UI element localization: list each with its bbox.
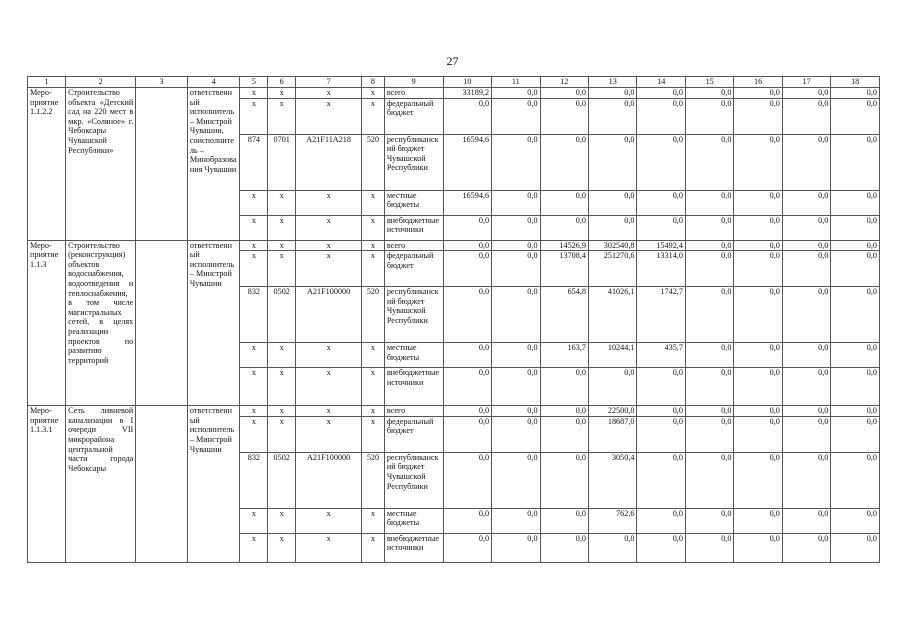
amount-cell: 0,0: [443, 240, 491, 251]
amount-cell: 0,0: [492, 215, 540, 240]
target-article-cell: x: [296, 215, 362, 240]
header-cell: 6: [268, 77, 296, 88]
amount-cell: 0,0: [685, 406, 733, 417]
target-article-cell: x: [296, 406, 362, 417]
amount-cell: 0,0: [734, 251, 782, 287]
amount-cell: 0,0: [492, 251, 540, 287]
amount-cell: 0,0: [782, 452, 830, 508]
table-row: [28, 240, 880, 251]
amount-cell: 0,0: [589, 88, 637, 99]
header-cell: 18: [831, 77, 880, 88]
amount-cell: 1742,7: [637, 287, 685, 343]
amount-cell: 0,0: [443, 287, 491, 343]
grbs-code-cell: x: [240, 368, 268, 406]
amount-cell: 0,0: [637, 533, 685, 562]
amount-cell: 13708,4: [540, 251, 588, 287]
amount-cell: 0,0: [734, 287, 782, 343]
expense-type-cell: x: [362, 251, 385, 287]
section-code-cell: x: [268, 88, 296, 99]
amount-cell: 0,0: [443, 368, 491, 406]
amount-cell: 0,0: [831, 508, 880, 533]
amount-cell: 0,0: [540, 215, 588, 240]
amount-cell: 0,0: [782, 287, 830, 343]
amount-cell: 0,0: [492, 287, 540, 343]
section-code-cell: x: [268, 368, 296, 406]
grbs-code-cell: x: [240, 416, 268, 452]
amount-cell: 0,0: [734, 134, 782, 190]
target-article-cell: x: [296, 190, 362, 215]
target-article-cell: x: [296, 416, 362, 452]
target-article-cell: x: [296, 508, 362, 533]
amount-cell: 0,0: [734, 98, 782, 134]
expense-type-cell: x: [362, 508, 385, 533]
amount-cell: 0,0: [734, 533, 782, 562]
section-code-cell: x: [268, 406, 296, 417]
amount-cell: 0,0: [831, 215, 880, 240]
amount-cell: 0,0: [831, 533, 880, 562]
event-name-cell: Сеть ливневой канализации в I очереди VII микрорайона центральной части города Чебоксары: [66, 406, 136, 563]
column-number-row: [28, 77, 880, 88]
header-cell: 2: [66, 77, 136, 88]
amount-cell: 0,0: [637, 416, 685, 452]
amount-cell: 0,0: [492, 508, 540, 533]
table-row: [28, 406, 880, 417]
empty-cell: [136, 406, 188, 563]
amount-cell: 0,0: [734, 343, 782, 368]
amount-cell: 0,0: [734, 88, 782, 99]
grbs-code-cell: x: [240, 343, 268, 368]
amount-cell: 0,0: [492, 406, 540, 417]
header-cell: 16: [734, 77, 782, 88]
amount-cell: 0,0: [637, 88, 685, 99]
section-code-cell: x: [268, 190, 296, 215]
amount-cell: 0,0: [637, 215, 685, 240]
header-cell: 11: [492, 77, 540, 88]
target-article-cell: A21F100000: [296, 287, 362, 343]
amount-cell: 0,0: [782, 98, 830, 134]
header-cell: 14: [637, 77, 685, 88]
amount-cell: 0,0: [685, 533, 733, 562]
amount-cell: 0,0: [492, 343, 540, 368]
amount-cell: 0,0: [685, 251, 733, 287]
section-code-cell: x: [268, 343, 296, 368]
funding-source-cell: республиканский бюджет Чувашской Республики: [384, 287, 443, 343]
header-cell: 12: [540, 77, 588, 88]
grbs-code-cell: x: [240, 240, 268, 251]
header-cell: 5: [240, 77, 268, 88]
amount-cell: 10244,1: [589, 343, 637, 368]
empty-cell: [136, 240, 188, 406]
funding-source-cell: всего: [384, 88, 443, 99]
amount-cell: 0,0: [734, 452, 782, 508]
grbs-code-cell: x: [240, 88, 268, 99]
amount-cell: 654,8: [540, 287, 588, 343]
header-cell: 15: [685, 77, 733, 88]
amount-cell: 0,0: [782, 533, 830, 562]
section-code-cell: x: [268, 240, 296, 251]
table-row: [28, 88, 880, 99]
amount-cell: 0,0: [782, 508, 830, 533]
amount-cell: 0,0: [637, 134, 685, 190]
section-code-cell: x: [268, 533, 296, 562]
amount-cell: 0,0: [734, 416, 782, 452]
amount-cell: 0,0: [637, 368, 685, 406]
page-number: 27: [446, 54, 459, 68]
expense-type-cell: 520: [362, 287, 385, 343]
amount-cell: 0,0: [831, 343, 880, 368]
amount-cell: 0,0: [589, 533, 637, 562]
amount-cell: 0,0: [685, 368, 733, 406]
grbs-code-cell: x: [240, 251, 268, 287]
header-cell: 13: [589, 77, 637, 88]
amount-cell: 0,0: [782, 416, 830, 452]
target-article-cell: x: [296, 98, 362, 134]
amount-cell: 33189,2: [443, 88, 491, 99]
amount-cell: 0,0: [685, 287, 733, 343]
amount-cell: 0,0: [589, 190, 637, 215]
section-code-cell: x: [268, 251, 296, 287]
amount-cell: 0,0: [734, 215, 782, 240]
amount-cell: 762,6: [589, 508, 637, 533]
amount-cell: 0,0: [443, 406, 491, 417]
expense-type-cell: x: [362, 343, 385, 368]
amount-cell: 0,0: [443, 251, 491, 287]
event-name-cell: Строительство объекта «Детский сад на 220 мест в мкр. «Соляное» г. Чебоксары Чувашской Республики»: [66, 88, 136, 241]
funding-source-cell: местные бюджеты: [384, 508, 443, 533]
executors-cell: ответственный исполнитель – Минстрой Чувашии: [187, 240, 240, 406]
funding-source-cell: всего: [384, 406, 443, 417]
amount-cell: 0,0: [685, 508, 733, 533]
target-article-cell: x: [296, 88, 362, 99]
expense-type-cell: x: [362, 368, 385, 406]
amount-cell: 0,0: [685, 190, 733, 215]
amount-cell: 0,0: [734, 368, 782, 406]
event-number-cell: Меро-приятие 1.1.2.2: [28, 88, 66, 241]
amount-cell: 0,0: [443, 416, 491, 452]
expense-type-cell: x: [362, 533, 385, 562]
expense-type-cell: x: [362, 98, 385, 134]
amount-cell: 0,0: [540, 88, 588, 99]
header-cell: 10: [443, 77, 491, 88]
amount-cell: 0,0: [831, 134, 880, 190]
header-cell: 17: [782, 77, 830, 88]
amount-cell: 0,0: [589, 368, 637, 406]
event-name-cell: Строительство (реконструкция) объектов водоснабжения, водоотведения и теплоснабжения, в том числе магистральных сетей, в целях реализации проектов по развитию территорий: [66, 240, 136, 406]
amount-cell: 0,0: [782, 134, 830, 190]
amount-cell: 0,0: [831, 98, 880, 134]
grbs-code-cell: x: [240, 215, 268, 240]
amount-cell: 0,0: [685, 134, 733, 190]
amount-cell: 16594,6: [443, 134, 491, 190]
amount-cell: 0,0: [782, 88, 830, 99]
funding-source-cell: всего: [384, 240, 443, 251]
funding-source-cell: местные бюджеты: [384, 190, 443, 215]
target-article-cell: x: [296, 368, 362, 406]
grbs-code-cell: x: [240, 98, 268, 134]
amount-cell: 0,0: [637, 508, 685, 533]
section-code-cell: x: [268, 98, 296, 134]
amount-cell: 0,0: [831, 406, 880, 417]
amount-cell: 0,0: [831, 251, 880, 287]
amount-cell: 0,0: [782, 251, 830, 287]
amount-cell: 0,0: [685, 240, 733, 251]
amount-cell: 251270,6: [589, 251, 637, 287]
target-article-cell: x: [296, 343, 362, 368]
amount-cell: 0,0: [831, 240, 880, 251]
amount-cell: 3050,4: [589, 452, 637, 508]
amount-cell: 0,0: [685, 452, 733, 508]
amount-cell: 0,0: [782, 368, 830, 406]
funding-source-cell: республиканский бюджет Чувашской Республики: [384, 134, 443, 190]
grbs-code-cell: x: [240, 533, 268, 562]
section-code-cell: x: [268, 508, 296, 533]
target-article-cell: x: [296, 251, 362, 287]
grbs-code-cell: 832: [240, 452, 268, 508]
expense-type-cell: x: [362, 406, 385, 417]
grbs-code-cell: x: [240, 190, 268, 215]
event-number-cell: Меро-приятие 1.1.3.1: [28, 406, 66, 563]
amount-cell: 0,0: [492, 416, 540, 452]
amount-cell: 0,0: [831, 88, 880, 99]
amount-cell: 15492,4: [637, 240, 685, 251]
amount-cell: 0,0: [734, 240, 782, 251]
amount-cell: 0,0: [734, 190, 782, 215]
amount-cell: 0,0: [443, 533, 491, 562]
amount-cell: 0,0: [443, 343, 491, 368]
amount-cell: 0,0: [540, 533, 588, 562]
amount-cell: 0,0: [782, 406, 830, 417]
amount-cell: 0,0: [685, 343, 733, 368]
amount-cell: 0,0: [540, 98, 588, 134]
amount-cell: 0,0: [734, 406, 782, 417]
amount-cell: 0,0: [492, 134, 540, 190]
amount-cell: 41026,1: [589, 287, 637, 343]
section-code-cell: x: [268, 416, 296, 452]
amount-cell: 0,0: [540, 134, 588, 190]
amount-cell: 0,0: [492, 533, 540, 562]
funding-source-cell: внебюджетные источники: [384, 533, 443, 562]
amount-cell: 16594,6: [443, 190, 491, 215]
section-code-cell: 0502: [268, 452, 296, 508]
amount-cell: 0,0: [685, 416, 733, 452]
amount-cell: 0,0: [831, 190, 880, 215]
amount-cell: 0,0: [540, 416, 588, 452]
amount-cell: 0,0: [589, 215, 637, 240]
amount-cell: 0,0: [492, 452, 540, 508]
amount-cell: 0,0: [492, 98, 540, 134]
funding-source-cell: федеральный бюджет: [384, 251, 443, 287]
amount-cell: 0,0: [782, 215, 830, 240]
section-code-cell: 0502: [268, 287, 296, 343]
amount-cell: 14526,9: [540, 240, 588, 251]
amount-cell: 0,0: [637, 406, 685, 417]
amount-cell: 0,0: [637, 98, 685, 134]
grbs-code-cell: 874: [240, 134, 268, 190]
amount-cell: 0,0: [734, 508, 782, 533]
expense-type-cell: x: [362, 190, 385, 215]
amount-cell: 0,0: [831, 416, 880, 452]
amount-cell: 0,0: [492, 368, 540, 406]
amount-cell: 0,0: [782, 343, 830, 368]
amount-cell: 0,0: [637, 452, 685, 508]
amount-cell: 435,7: [637, 343, 685, 368]
header-cell: 1: [28, 77, 66, 88]
expense-type-cell: x: [362, 215, 385, 240]
target-article-cell: x: [296, 240, 362, 251]
executors-cell: ответственный исполнитель – Минстрой Чувашии, соисполнитель – Минобразования Чувашии: [187, 88, 240, 241]
amount-cell: 302540,8: [589, 240, 637, 251]
amount-cell: 0,0: [443, 508, 491, 533]
funding-source-cell: местные бюджеты: [384, 343, 443, 368]
target-article-cell: A21F100000: [296, 452, 362, 508]
header-cell: 7: [296, 77, 362, 88]
section-code-cell: 0701: [268, 134, 296, 190]
amount-cell: 0,0: [540, 452, 588, 508]
grbs-code-cell: 832: [240, 287, 268, 343]
amount-cell: 0,0: [492, 240, 540, 251]
header-cell: 8: [362, 77, 385, 88]
empty-cell: [136, 88, 188, 241]
program-financing-table: [27, 76, 880, 563]
amount-cell: 0,0: [685, 88, 733, 99]
expense-type-cell: 520: [362, 452, 385, 508]
target-article-cell: x: [296, 533, 362, 562]
event-number-cell: Меро-приятие 1.1.3: [28, 240, 66, 406]
amount-cell: 0,0: [540, 190, 588, 215]
target-article-cell: A21F11A218: [296, 134, 362, 190]
amount-cell: 163,7: [540, 343, 588, 368]
header-cell: 9: [384, 77, 443, 88]
amount-cell: 22500,0: [589, 406, 637, 417]
header-cell: 4: [187, 77, 240, 88]
section-code-cell: x: [268, 215, 296, 240]
executors-cell: ответственный исполнитель – Минстрой Чувашии: [187, 406, 240, 563]
amount-cell: 0,0: [589, 134, 637, 190]
amount-cell: 0,0: [540, 368, 588, 406]
amount-cell: 0,0: [443, 452, 491, 508]
funding-source-cell: федеральный бюджет: [384, 98, 443, 134]
amount-cell: 0,0: [540, 508, 588, 533]
amount-cell: 13314,0: [637, 251, 685, 287]
funding-source-cell: внебюджетные источники: [384, 215, 443, 240]
amount-cell: 0,0: [492, 190, 540, 215]
amount-cell: 0,0: [831, 368, 880, 406]
expense-type-cell: x: [362, 416, 385, 452]
amount-cell: 0,0: [831, 452, 880, 508]
funding-source-cell: республиканский бюджет Чувашской Республики: [384, 452, 443, 508]
amount-cell: 0,0: [685, 98, 733, 134]
amount-cell: 0,0: [831, 287, 880, 343]
amount-cell: 0,0: [540, 406, 588, 417]
amount-cell: 0,0: [492, 88, 540, 99]
expense-type-cell: x: [362, 88, 385, 99]
amount-cell: 0,0: [685, 215, 733, 240]
amount-cell: 0,0: [443, 215, 491, 240]
expense-type-cell: 520: [362, 134, 385, 190]
funding-source-cell: федеральный бюджет: [384, 416, 443, 452]
amount-cell: 18687,0: [589, 416, 637, 452]
header-cell: 3: [136, 77, 188, 88]
amount-cell: 0,0: [443, 98, 491, 134]
grbs-code-cell: x: [240, 406, 268, 417]
grbs-code-cell: x: [240, 508, 268, 533]
amount-cell: 0,0: [782, 190, 830, 215]
expense-type-cell: x: [362, 240, 385, 251]
amount-cell: 0,0: [637, 190, 685, 215]
amount-cell: 0,0: [589, 98, 637, 134]
amount-cell: 0,0: [782, 240, 830, 251]
funding-source-cell: внебюджетные источники: [384, 368, 443, 406]
